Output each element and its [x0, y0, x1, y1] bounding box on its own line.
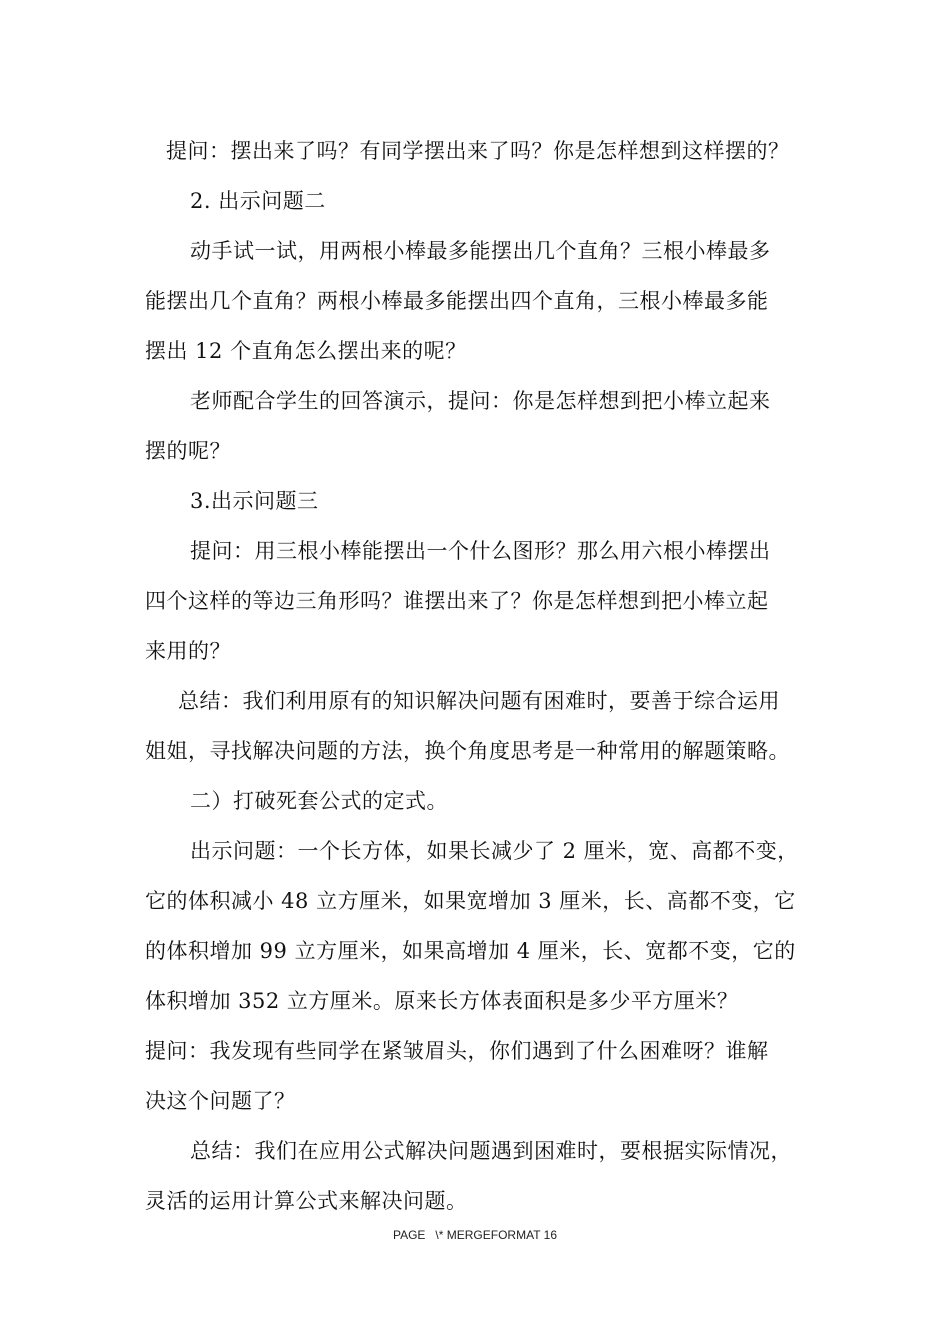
paragraph-line: 总结：我们在应用公式解决问题遇到困难时，要根据实际情况，: [190, 1139, 792, 1163]
paragraph-line: 提问：我发现有些同学在紧皱眉头，你们遇到了什么困难呀？谁解: [145, 1039, 769, 1063]
paragraph-line: 摆出 12 个直角怎么摆出来的呢？: [145, 339, 467, 363]
paragraph-line: 摆的呢？: [145, 439, 231, 463]
paragraph-line: 的体积增加 99 立方厘米，如果高增加 4 厘米，长、宽都不变，它的: [145, 939, 796, 963]
section-heading: 2. 出示问题二: [190, 189, 326, 213]
page-footer: PAGE \* MERGEFORMAT 16: [392, 1228, 558, 1242]
paragraph-line: 姐姐，寻找解决问题的方法，换个角度思考是一种常用的解题策略。: [145, 739, 790, 763]
paragraph-line: 动手试一试，用两根小棒最多能摆出几个直角？三根小棒最多: [190, 239, 771, 263]
paragraph-line: 四个这样的等边三角形吗？谁摆出来了？你是怎样想到把小棒立起: [145, 589, 769, 613]
paragraph-line: 灵活的运用计算公式来解决问题。: [145, 1189, 468, 1213]
paragraph-line: 来用的？: [145, 639, 231, 663]
section-heading: 3.出示问题三: [190, 489, 319, 513]
paragraph-line: 提问：摆出来了吗？有同学摆出来了吗？你是怎样想到这样摆的？: [166, 139, 790, 163]
paragraph-line: 提问：用三根小棒能摆出一个什么图形？那么用六根小棒摆出: [190, 539, 771, 563]
paragraph-line: 能摆出几个直角？两根小棒最多能摆出四个直角，三根小棒最多能: [145, 289, 769, 313]
paragraph-line: 总结：我们利用原有的知识解决问题有困难时，要善于综合运用: [178, 689, 780, 713]
section-heading: 二）打破死套公式的定式。: [190, 789, 448, 813]
paragraph-line: 老师配合学生的回答演示，提问：你是怎样想到把小棒立起来: [190, 389, 771, 413]
paragraph-line: 它的体积减小 48 立方厘米，如果宽增加 3 厘米，长、高都不变，它: [145, 889, 796, 913]
paragraph-line: 体积增加 352 立方厘米。原来长方体表面积是多少平方厘米？: [145, 989, 739, 1013]
paragraph-line: 出示问题：一个长方体，如果长减少了 2 厘米，宽、高都不变，: [190, 839, 799, 863]
paragraph-line: 决这个问题了？: [145, 1089, 296, 1113]
